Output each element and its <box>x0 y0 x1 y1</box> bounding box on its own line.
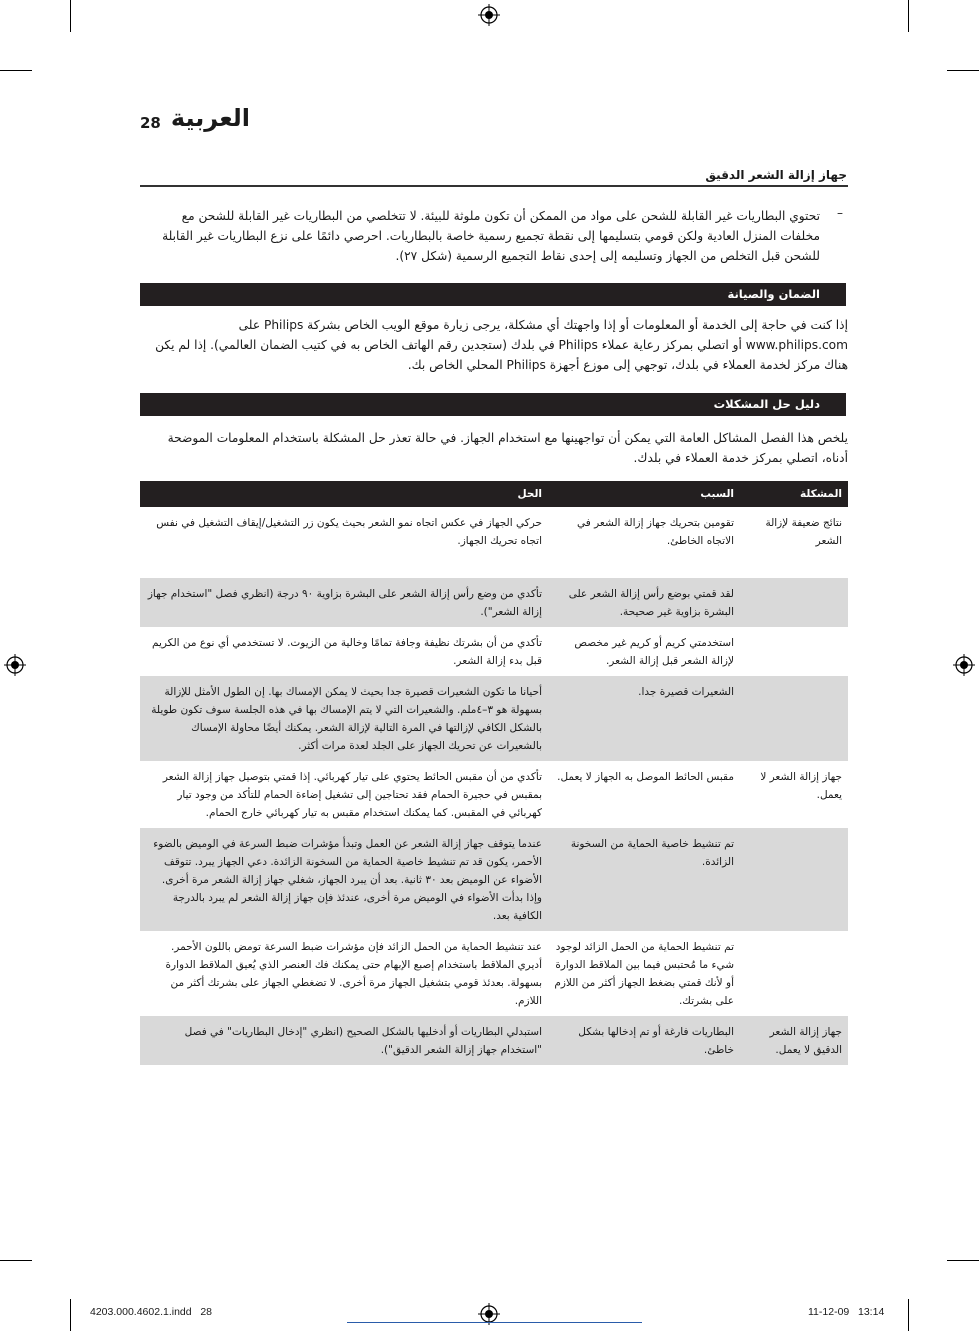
cell-cause: استخدمتي كريم أو كريم غير مخصص لإزالة الشعر قبل إزالة الشعر. <box>574 637 734 667</box>
troubleshooting-header <box>140 393 846 416</box>
table-row <box>140 676 848 761</box>
troubleshooting-title: دليل حل المشكلات <box>713 397 820 411</box>
crop-mark <box>70 0 71 32</box>
cell-cause: تم تنشيط خاصية الحماية من السخونة الزائدة. <box>548 828 740 931</box>
footer-date: 11-12-09 13:14 <box>808 1306 885 1318</box>
cell-problem <box>740 931 848 1016</box>
cell-cause: تقومين بتحريك جهاز إزالة الشعر في الاتجاه الخاطئ. <box>576 517 734 547</box>
footer-blue-line <box>347 1322 642 1323</box>
crop-mark <box>70 1299 71 1331</box>
bullet-dash: – <box>837 206 843 220</box>
battery-note-line: مخلفات المنزل العادية ولكن قومي بتسليمها إلى نقطة تجميع رسمية خاصة بالبطاريات. احرصي دائمًا على نزع البطاريات غير القابلة <box>162 229 820 243</box>
crop-mark <box>0 1260 32 1261</box>
table-row <box>140 761 848 828</box>
crop-mark <box>908 1299 909 1331</box>
intro-line: يلخص هذا الفصل المشاكل العامة التي يمكن أن تواجهينها مع استخدام الجهاز. في حالة تعذر حل المشكلة باستخدام المعلومات الموضحة <box>167 431 848 445</box>
table-header-row <box>140 481 848 507</box>
crop-mark <box>908 0 909 32</box>
troubleshooting-intro <box>140 428 848 468</box>
crop-mark <box>947 70 979 71</box>
cell-problem: جهاز إزالة الشعر الدقيق لا يعمل. <box>740 1016 848 1065</box>
cell-solution: عندما يتوقف جهاز إزالة الشعر عن العمل وتبدأ مؤشرات ضبط السرعة في الوميض بالضوء الأحمر، يكون قد تم تنشيط خاصية الحماية من السخونة الزائدة. دعي الجهاز يبرد. تتوقف الأضواء عن الوميض بعد ٣٠ ثانية. بعد أن يبرد الجهاز، شغلي جهاز إزالة الشعر مرة أخرى. وإذا بدأت الأضواء في الوميض مرة أخرى، عندئذ فإن جهاز إزالة الشعر لم يبرد بالدرجة الكافية بعد. <box>140 828 548 931</box>
cell-cause: مقبس الحائط الموصل به الجهاز لا يعمل. <box>557 771 734 783</box>
table-row <box>140 578 848 627</box>
footer-file-info: 4203.000.4602.1.indd 28 <box>90 1306 213 1318</box>
cell-problem: جهاز إزالة الشعر لا يعمل. <box>760 771 842 801</box>
cell-problem: نتائج ضعيفة لإزالة الشعر <box>765 517 842 547</box>
guarantee-line: www.philips.com أو اتصلي بمركز رعاية عملاء Philips في بلدك (ستجدين رقم الهاتف الخاص به في كتيب الضمان العالمي). إذا لم يكن <box>155 338 848 352</box>
cell-solution: استبدلي البطاريات أو أدخليها بالشكل الصحيح (انظري "إدخال البطاريات" في فصل "استخدام جهاز إزالة الشعر الدقيق"). <box>140 1016 548 1065</box>
cell-cause: البطاريات فارغة أو تم إدخالها بشكل خاطئ. <box>548 1016 740 1065</box>
language-title: العربية <box>170 104 250 132</box>
cell-solution: تأكدي من أن مقبس الحائط يحتوي على تيار كهربائي. إذا قمتي بتوصيل جهاز إزالة الشعر بمقبس في حجيرة الحمام فقد تحتاجين إلى تشغيل إضاءة الحمام للتأكد من وجود تيار كهربائي في المقبس. كما يمكنك استخدام مقبس به تيار كهربائي خارج الحمام. <box>162 771 542 819</box>
page-number: 28 <box>140 114 161 132</box>
table-row <box>140 627 848 676</box>
troubleshooting-table <box>140 481 848 1065</box>
cell-problem <box>740 676 848 761</box>
cell-solution: تأكدي من وضع رأس إزالة الشعر على البشرة بزاوية ٩٠ درجة (انظري فصل "استخدام جهاز إزالة الشعر"). <box>140 578 548 627</box>
guarantee-line: إذا كنت في حاجة إلى الخدمة أو المعلومات أو إذا واجهتك أي مشكلة، يرجى زيارة موقع الويب الخاص بشركة Philips على <box>238 318 848 332</box>
table-row <box>140 828 848 931</box>
registration-mark-icon <box>4 654 26 676</box>
guarantee-title: الضمان والصيانة <box>727 287 820 301</box>
cell-solution: تأكدي من أن بشرتك نظيفة وجافة تمامًا وخالية من الزيوت. لا تستخدمي أي نوع من الكريم قبل بدء إزالة الشعر. <box>151 637 542 667</box>
intro-line: أدناه، اتصلي بمركز خدمة العملاء في بلدك. <box>633 451 848 465</box>
cell-problem <box>740 578 848 627</box>
battery-note-line: تحتوي البطاريات غير القابلة للشحن على مواد من الممكن أن تكون ملوثة للبيئة. لا تتخلصي من البطاريات غير القابلة للشحن مع <box>181 209 820 223</box>
header-solution: الحل <box>140 481 548 507</box>
cell-cause: لقد قمتي بوضع رأس إزالة الشعر على البشرة بزاوية غير صحيحة. <box>548 578 740 627</box>
guarantee-header <box>140 283 846 306</box>
table-row <box>140 931 848 1016</box>
battery-note-line: للشحن قبل التخلص من الجهاز وتسليمه إلى إحدى نقاط التجميع الرسمية (شكل ٢٧). <box>395 249 820 263</box>
battery-note <box>140 206 820 266</box>
cell-problem <box>740 828 848 931</box>
table-row <box>140 507 848 578</box>
header-problem: المشكلة <box>740 481 848 507</box>
cell-cause: تم تنشيط الحماية من الحمل الزائد لوجود شيء ما مُحتبس فيما بين الملاقط الدوارة أو لأنك قمتي بضغط الجهاز أكثر من اللازم على بشرتك. <box>554 941 734 1007</box>
cell-solution: أحيانا ما تكون الشعيرات قصيرة جدا بحيث لا يمكن الإمساك بها. إن الطول الأمثل للإزالة بسهولة هو ٣–٤ملم. والشعيرات التي لا يتم الإمساك بها في هذه الجلسة سوف تكون طويلة بالشكل الكافي لإزالتها في المرة التالية لإزالة الشعر. يمكنك أيضًا محاولة الإمساك بالشعيرات عن تحريك الجهاز على الجلد لعدة مرات أكثر. <box>140 676 548 761</box>
table-row <box>140 1016 848 1065</box>
cell-solution: عند تنشيط الحماية من الحمل الزائد فإن مؤشرات ضبط السرعة تومض باللون الأحمر. أديري الملاقط باستخدام إصبع الإبهام حتى يمكنك فك العنصر الذي يُعيق الملاقط الدوارة بسهولة. بعدئذ قومي بتشغيل الجهاز مرة أخرى. لا تضغطي الجهاز على بشرتك أكثر من اللازم. <box>165 941 542 1007</box>
crop-mark <box>0 70 32 71</box>
registration-mark-icon <box>478 4 500 26</box>
cell-cause: الشعيرات قصيرة جدا. <box>548 676 740 761</box>
cell-problem <box>740 627 848 676</box>
cell-solution: حركي الجهاز في عكس اتجاه نمو الشعر بحيث يكون زر التشغيل/إيقاف التشغيل في نفس اتجاه تحريك الجهاز. <box>156 517 542 547</box>
crop-mark <box>947 1260 979 1261</box>
registration-mark-icon <box>953 654 975 676</box>
guarantee-line: هناك مركز لخدمة العملاء في بلدك، توجهي إلى موزع أجهزة Philips المحلي الخاص بك. <box>407 358 848 372</box>
section-title: جهاز إزالة الشعر الدقيق <box>705 168 847 182</box>
section-rule <box>140 185 848 187</box>
guarantee-text <box>140 315 848 375</box>
header-cause: السبب <box>548 481 740 507</box>
page-header <box>140 104 250 138</box>
